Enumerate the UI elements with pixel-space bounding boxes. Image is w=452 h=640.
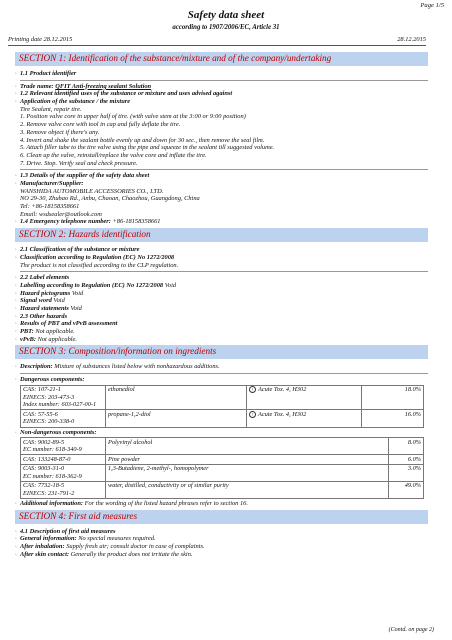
table-row — [21, 464, 424, 481]
classification-text: The product is not classified according to the CLP regulation. — [20, 261, 179, 269]
application-line: Tire Sealant, repair tire. — [20, 105, 82, 113]
classification-reg-line: · Classification according to Regulation (EC) No 1272/2008 — [15, 253, 175, 261]
table-row — [21, 481, 424, 498]
manufacturer-line: WANSHIDA AUTOMOBILE ACCESSORIES CO., LTD. — [20, 187, 164, 195]
section-4-heading: SECTION 4: First aid measures — [15, 510, 428, 524]
page-number: Page 1/5 — [420, 2, 444, 9]
manufacturer-label: · Manufacturer/Supplier: — [15, 179, 84, 187]
application-line: 7. Drive. Stop. Verify seal and check pressure. — [20, 159, 138, 167]
component-name-cell: ethanediol — [106, 385, 247, 410]
section-2-heading: SECTION 2: Hazards identification — [15, 228, 428, 242]
document-body — [15, 52, 428, 559]
component-name-cell: 1,3-Butadiene, 2-methyl-, homopolymer — [106, 464, 389, 481]
component-name-cell: water, distilled, conductivity or of similar purity — [106, 481, 389, 498]
component-name-cell: Polyvinyl alcohol — [106, 438, 389, 455]
exclamation-mark-icon: ! — [249, 411, 256, 418]
application-line: 5. Attach filler tube to the tire valve using the pipe and squeeze in the sealant till suggested volume. — [20, 144, 275, 152]
header-rule — [8, 45, 426, 46]
printing-date: Printing date 28.12.2015 — [8, 36, 73, 43]
exclamation-mark-icon: ! — [249, 386, 256, 393]
section-3-heading: SECTION 3: Composition/information on ingredients — [15, 345, 428, 359]
signal-word-line: · Signal word Void — [15, 297, 65, 305]
non-dangerous-components-table — [20, 437, 424, 499]
trade-name-line: · Trade name: QFIT Anti-freezing sealant Solution — [15, 82, 152, 90]
component-id-cell: CAS: 57-55-6 EINECS: 200-338-0 — [21, 410, 106, 427]
hazard-statements-line: · Hazard statements Void — [15, 304, 82, 312]
pbt-heading-line: · Results of PBT and vPvB assessment — [15, 320, 118, 328]
description-line: · Description: Mixture of substances listed below with nonhazardous additions. — [15, 363, 220, 371]
component-percent-cell: 8.0% — [389, 438, 424, 455]
document-subtitle: according to 1907/2006/EC, Article 31 — [172, 24, 280, 31]
document-title: Safety data sheet — [187, 9, 265, 21]
labelling-line: · Labelling according to Regulation (EC) No 1272/2008 Void — [15, 281, 177, 289]
component-id-cell: CAS: 9003-31-0 EC number: 618-362-9 — [21, 464, 106, 481]
product-identifier-line: · 1.1 Product identifier — [15, 70, 77, 78]
pictograms-line: · Hazard pictograms Void — [15, 289, 84, 297]
component-percent-cell: 49.0% — [389, 481, 424, 498]
dangerous-components-table — [20, 385, 424, 428]
component-id-cell: CAS: 7732-18-5 EINECS: 231-791-2 — [21, 481, 106, 498]
continued-note: (Contd. on page 2) — [388, 626, 434, 633]
component-id-cell: CAS: 107-21-1 EINECS: 203-473-3 Index number: 603-027-00-1 — [21, 385, 106, 410]
application-line: 1. Position valve core in upper half of tire. (with valve stem at the 3:00 or 9:00 position) — [20, 113, 246, 121]
table-row — [21, 385, 424, 410]
vpvb-line: · vPvB: Not applicable. — [15, 335, 77, 343]
component-name-cell: Pine powder — [106, 455, 389, 465]
application-line: 4. Invert and shake the sealant bottle evenly up and down for 30 sec., then remove the seal film. — [20, 136, 265, 144]
table-row — [21, 455, 424, 465]
additional-info-line: · Additional information: For the wording of the listed hazard phrases refer to section 16. — [15, 500, 248, 508]
non-dangerous-components-label: · Non-dangerous components: — [15, 428, 97, 436]
component-name-cell: propane-1,2-diol — [106, 410, 247, 427]
general-info-line: · General information: No special measures required. — [15, 535, 156, 543]
relevant-uses-line: · 1.2 Relevant identified uses of the substance or mixture and uses advised against — [15, 90, 233, 98]
manufacturer-line: Email: wsdsealer@outlook.com — [20, 210, 102, 218]
manufacturer-line: NO 29-30, Zhubao Rd., Anbu, Chaoan, Chaozhou, Guangdong, China — [20, 195, 200, 203]
component-percent-cell: 6.0% — [389, 455, 424, 465]
component-hazard-cell: ! Acute Tox. 4, H302 — [247, 385, 362, 410]
component-id-cell: CAS: 133248-87-0 — [21, 455, 106, 465]
emergency-phone-line: · 1.4 Emergency telephone number: +86-18158358661 — [15, 218, 161, 226]
component-percent-cell: 16.0% — [362, 410, 424, 427]
component-id-cell: CAS: 9002-89-5 EC number: 618-340-9 — [21, 438, 106, 455]
application-line: 3. Remove object if there's any. — [20, 128, 100, 136]
application-label: · Application of the substance / the mixture — [15, 98, 131, 106]
section-1-heading: SECTION 1: Identification of the substance/mixture and of the company/undertaking — [15, 52, 428, 66]
application-line: 6. Clean up the valve, reinstall/replace the valve core and inflate the tire. — [20, 151, 207, 159]
dangerous-components-label: · Dangerous components: — [15, 376, 85, 384]
component-percent-cell: 18.0% — [362, 385, 424, 410]
label-elements-line: · 2.2 Label elements — [15, 274, 70, 282]
supplier-heading: · 1.3 Details of the supplier of the safety data sheet — [15, 172, 150, 180]
component-percent-cell: 3.0% — [389, 464, 424, 481]
manufacturer-line: Tel: +86-18158358661 — [20, 203, 80, 211]
revision-date: 28.12.2015 — [397, 36, 426, 43]
first-aid-description-line: · 4.1 Description of first aid measures — [15, 527, 116, 535]
pbt-line: · PBT: Not applicable. — [15, 328, 75, 335]
table-row — [21, 410, 424, 427]
other-hazards-line: · 2.3 Other hazards — [15, 312, 68, 320]
component-hazard-cell: ! Acute Tox. 4, H302 — [247, 410, 362, 427]
after-inhalation-line: · After inhalation: Supply fresh air; consult doctor in case of complaints. — [15, 543, 205, 551]
after-skin-contact-line: · After skin contact: Generally the product does not irritate the skin. — [15, 550, 193, 558]
application-line: 2. Remove valve core with tool in cap and fully deflate the tire. — [20, 121, 181, 129]
classification-line: · 2.1 Classification of the substance or mixture — [15, 246, 140, 254]
table-row — [21, 438, 424, 455]
